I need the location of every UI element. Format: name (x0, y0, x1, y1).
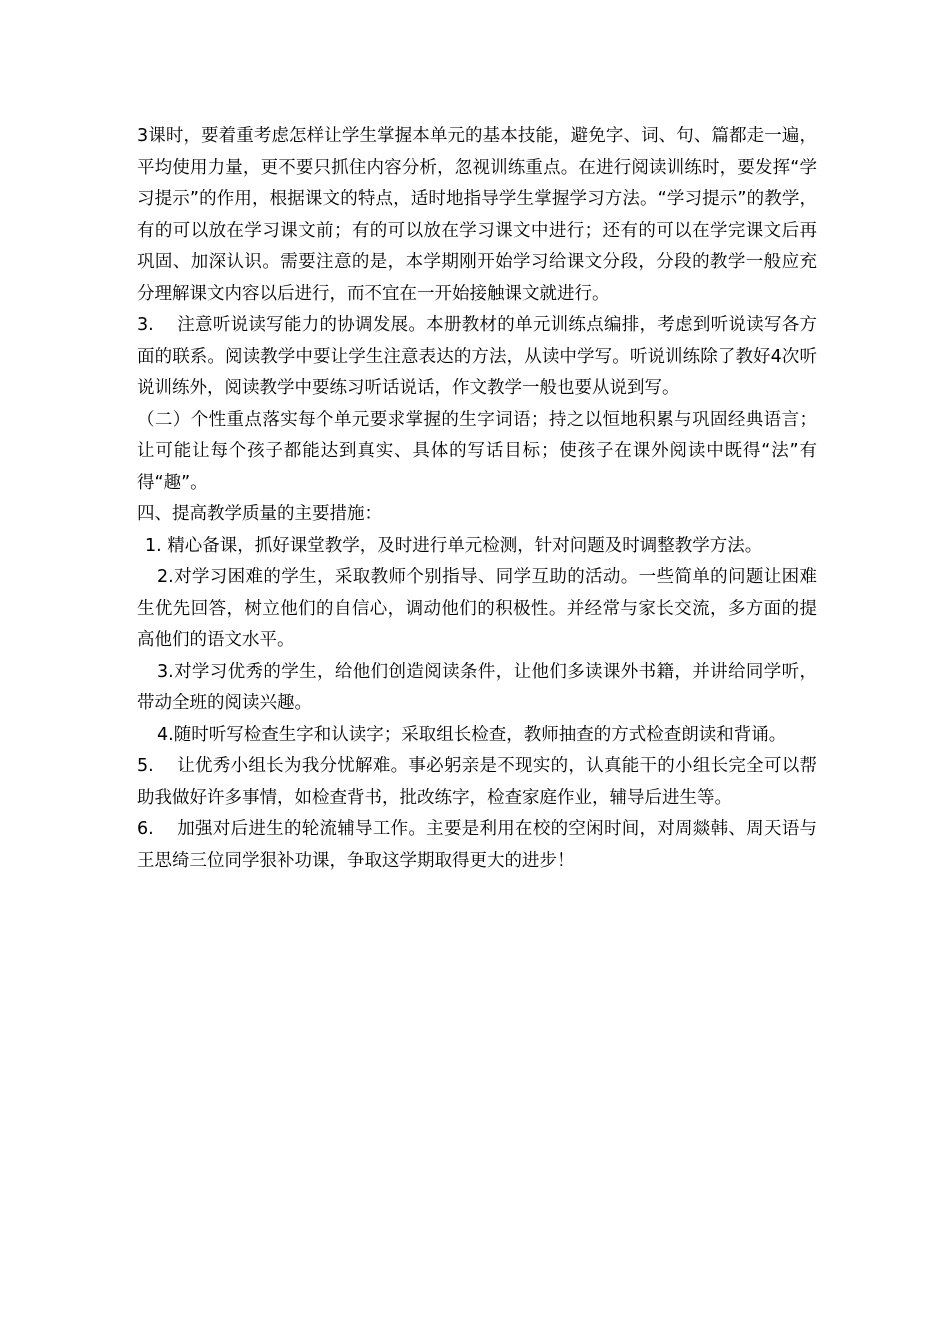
item-text: 注意听说读写能力的协调发展。本册教材的单元训练点编排，考虑到听说读写各方面的联系。阅读教学中要让学生注意表达的方法，从读中学写。听说训练除了教好4次听说训练外，阅读教学中要练习听话说话，作文教学一般也要从说到写。 (137, 315, 817, 398)
item-text: 让优秀小组长为我分忧解难。事必躬亲是不现实的，认真能干的小组长完全可以帮助我做好许多事情，如检查背书，批改练字，检查家庭作业，辅导后进生等。 (137, 756, 817, 808)
document-page (137, 121, 817, 877)
paragraph-measure-5 (137, 751, 817, 814)
paragraph-measure-6 (137, 814, 817, 877)
section-heading-measures: 四、提高教学质量的主要措施： (137, 504, 382, 524)
paragraph-measure-2: 2.对学习困难的学生，采取教师个别指导、同学互助的活动。一些简单的问题让困难生优先回答，树立他们的自信心，调动他们的积极性。并经常与家长交流，多方面的提高他们的语文水平。 (137, 567, 817, 650)
paragraph-individual-focus: （二）个性重点落实每个单元要求掌握的生字词语；持之以恒地积累与巩固经典语言；让可能让每个孩子都能达到真实、具体的写话目标；使孩子在课外阅读中既得“法”有得“趣”。 (137, 409, 817, 493)
item-number: 5. (137, 756, 154, 776)
paragraph-item-3-coordination (137, 310, 817, 405)
paragraph-measure-1: 1. 精心备课，抓好课堂教学，及时进行单元检测，针对问题及时调整教学方法。 (145, 535, 763, 556)
paragraph-lesson-hours: 3课时，要着重考虑怎样让学生掌握本单元的基本技能，避免字、词、句、篇都走一遍，平均使用力量，更不要只抓住内容分析，忽视训练重点。在进行阅读训练时，要发挥“学习提示”的作用，根据课文的特点，适时地指导学生掌握学习方法。“学习提示”的教学，有的可以放在学习课文前；有的可以放在学习课文中进行；还有的可以在学完课文后再巩固、加深认识。需要注意的是，本学期刚开始学习给课文分段，分段的教学一般应充分理解课文内容以后进行，而不宜在一开始接触课文就进行。 (137, 126, 817, 304)
item-number: 3. (137, 315, 154, 335)
item-text: 加强对后进生的轮流辅导工作。主要是利用在校的空闲时间，对周燚韩、周天语与王思绮三位同学狠补功课，争取这学期取得更大的进步！ (137, 819, 817, 871)
paragraph-measure-4: 4.随时听写检查生字和认读字；采取组长检查，教师抽查的方式检查朗读和背诵。 (157, 724, 787, 745)
item-number: 6. (137, 819, 154, 839)
paragraph-measure-3: 3.对学习优秀的学生，给他们创造阅读条件，让他们多读课外书籍，并讲给同学听，带动全班的阅读兴趣。 (137, 661, 817, 713)
